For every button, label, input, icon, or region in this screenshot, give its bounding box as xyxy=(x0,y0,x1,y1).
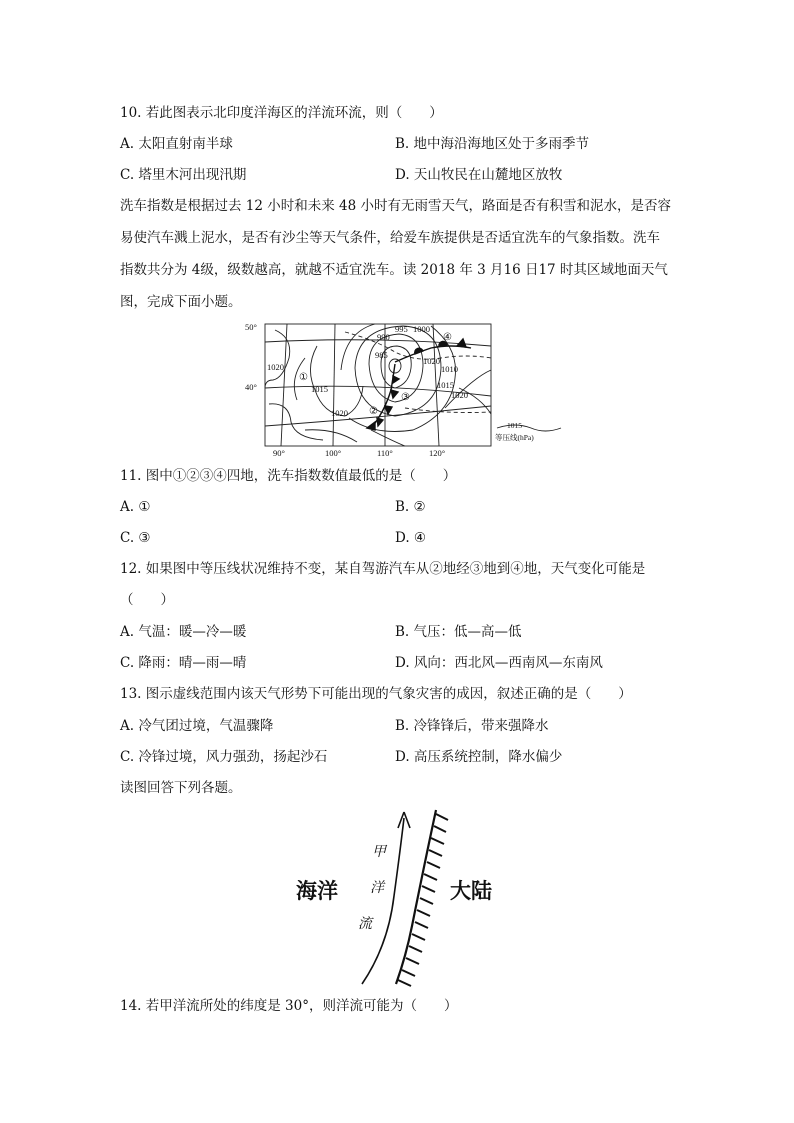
q14-stem: 14. 若甲洋流所处的纬度是 30°，则洋流可能为（ ） xyxy=(120,998,458,1014)
point-2: ② xyxy=(369,406,378,417)
lat-label-40: 40° xyxy=(245,382,257,392)
ocean-current-figure xyxy=(290,806,510,990)
q10-stem: 10. 若此图表示北印度洋海区的洋流环流，则（ ） xyxy=(120,105,443,121)
lat-label-50: 50° xyxy=(245,322,257,332)
lon-label-110: 110° xyxy=(377,448,393,458)
isobar-label-1015-west: 1015 xyxy=(311,384,328,394)
q10-option-a: A. 太阳直射南半球 xyxy=(120,136,233,152)
q13-option-a: A. 冷气团过境，气温骤降 xyxy=(120,718,274,734)
intro-line-2: 易使汽车溅上泥水，是否有沙尘等天气条件，给爱车族提供是否适宜洗车的气象指数。洗车 xyxy=(120,230,660,246)
isobar-label-985: 985 xyxy=(375,350,388,360)
isobar-label-1010: 1010 xyxy=(441,364,458,374)
q13-option-d: D. 高压系统控制，降水偏少 xyxy=(395,749,563,765)
point-1: ① xyxy=(299,372,308,383)
isobar-label-1020-west: 1020 xyxy=(267,362,284,372)
lon-line-90 xyxy=(281,324,287,446)
intro-line-4: 图，完成下面小题。 xyxy=(120,294,242,310)
weather-map xyxy=(245,318,565,460)
q12-option-c: C. 降雨：晴—雨—晴 xyxy=(120,655,247,671)
lon-label-120: 120° xyxy=(429,448,446,458)
isobar-label-995: 995 xyxy=(395,324,408,334)
current-label-yang: 洋 xyxy=(370,881,384,896)
isobar-label-1020-east: 1020 xyxy=(423,356,440,366)
current-arrow xyxy=(362,818,404,984)
legend-label: 等压线(hPa) xyxy=(495,433,534,442)
legend-value: 1015 xyxy=(507,421,522,430)
q10-option-c: C. 塔里木河出现汛期 xyxy=(120,167,247,183)
lon-line-100 xyxy=(333,324,335,446)
map-frame xyxy=(265,324,491,446)
point-3: ③ xyxy=(401,392,410,403)
ocean-label: 海洋 xyxy=(296,879,338,903)
isobar-label-1000: 1000 xyxy=(413,324,430,334)
coast-hatching xyxy=(398,814,448,986)
isobar-label-1020-se: 1020 xyxy=(451,390,468,400)
q11-option-c: C. ③ xyxy=(120,530,151,546)
isobar-label-1020-south: 1020 xyxy=(331,408,348,418)
isobar-label-1015-east: 1015 xyxy=(437,380,454,390)
q13-option-c: C. 冷锋过境，风力强劲，扬起沙石 xyxy=(120,749,328,765)
lon-label-100: 100° xyxy=(325,448,342,458)
q11-option-d: D. ④ xyxy=(395,530,427,546)
intro-line-3: 指数共分为 4级，级数越高，就越不适宜洗车。读 2018 年 3 月16 日17 时其区域地面天气 xyxy=(120,262,668,278)
q12-option-a: A. 气温：暖—冷—暖 xyxy=(120,624,247,640)
q12-stem: 12. 如果图中等压线状况维持不变，某自驾游汽车从②地经③地到④地，天气变化可能是 xyxy=(120,561,646,577)
q12-paren: （ ） xyxy=(120,592,174,608)
q11-option-b: B. ② xyxy=(395,499,426,515)
current-label-liu: 流 xyxy=(358,917,372,932)
isobar-label-990: 990 xyxy=(377,332,390,342)
read-prompt: 读图回答下列各题。 xyxy=(120,780,242,796)
q10-option-d: D. 天山牧民在山麓地区放牧 xyxy=(395,167,563,183)
intro-line-1: 洗车指数是根据过去 12 小时和未来 48 小时有无雨雪天气，路面是否有积雪和泥水，是否容 xyxy=(120,198,672,214)
q12-option-d: D. 风向：西北风—西南风—东南风 xyxy=(395,655,603,671)
current-label-jia: 甲 xyxy=(372,845,386,860)
q11-stem: 11. 图中①②③④四地，洗车指数数值最低的是（ ） xyxy=(120,468,457,484)
q12-option-b: B. 气压：低—高—低 xyxy=(395,624,522,640)
isobar-1015 xyxy=(310,346,363,416)
lon-label-90: 90° xyxy=(273,448,285,458)
q13-stem: 13. 图示虚线范围内该天气形势下可能出现的气象灾害的成因，叙述正确的是（ ） xyxy=(120,686,632,702)
q13-option-b: B. 冷锋锋后，带来强降水 xyxy=(395,718,549,734)
point-4: ④ xyxy=(443,332,452,343)
continent-label: 大陆 xyxy=(450,879,492,903)
q10-option-b: B. 地中海沿海地区处于多雨季节 xyxy=(395,136,590,152)
q11-option-a: A. ① xyxy=(120,499,151,515)
